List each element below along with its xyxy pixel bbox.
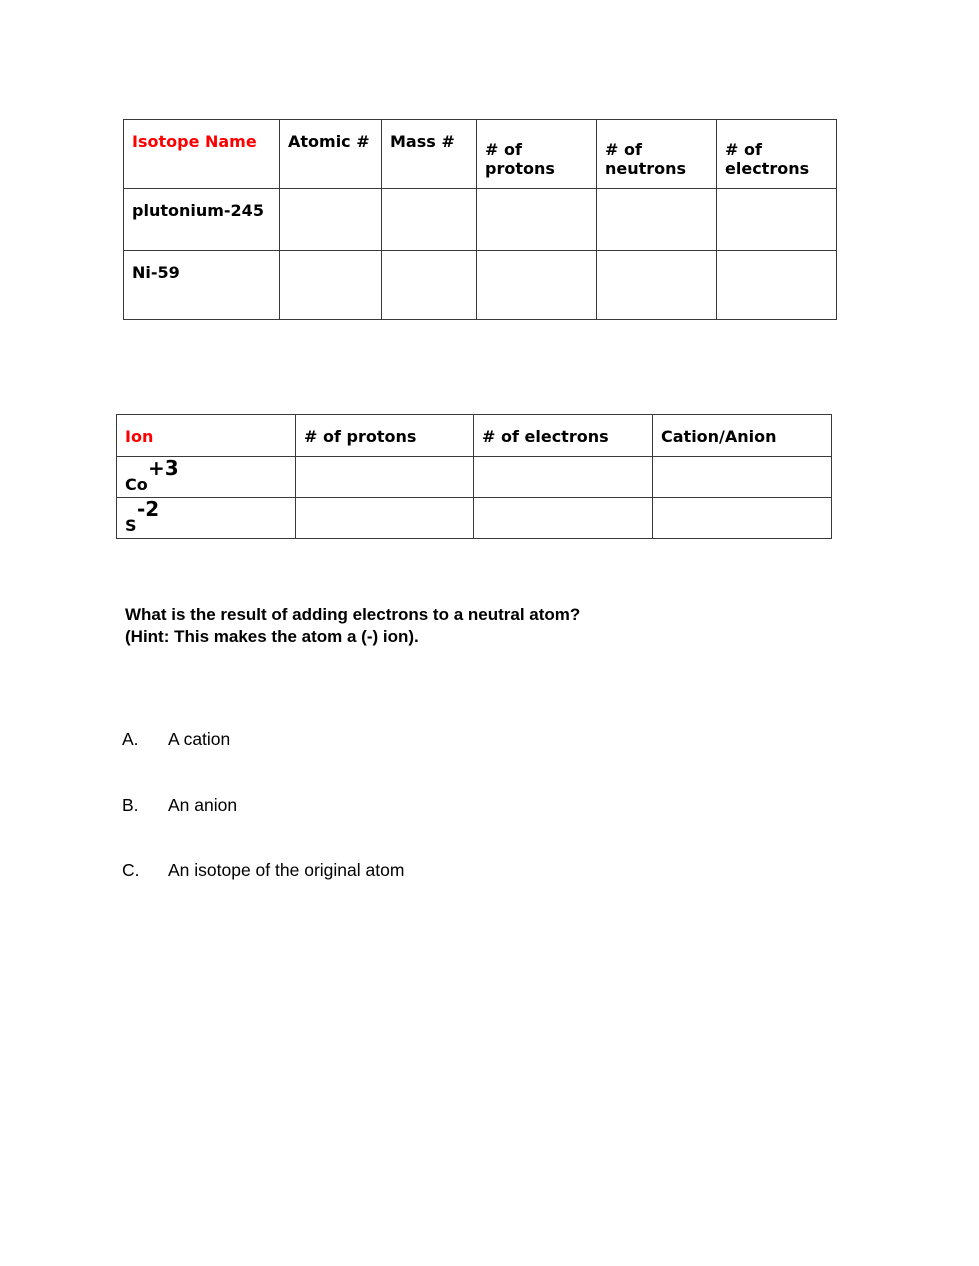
mass-number-cell[interactable]: [382, 189, 477, 251]
table-row: [124, 189, 837, 251]
header-neutrons: # of neutrons: [597, 120, 717, 189]
isotope-table-header-row: [124, 120, 837, 189]
electrons-cell[interactable]: [717, 251, 837, 320]
ion-symbol: Co: [125, 475, 148, 494]
ion-symbol: S: [125, 516, 137, 535]
isotope-name-cell: plutonium-245: [124, 189, 280, 251]
header-isotope-name: Isotope Name: [124, 120, 280, 189]
mass-number-cell[interactable]: [382, 251, 477, 320]
ion-type-cell[interactable]: [653, 457, 832, 498]
table-row: [117, 457, 832, 498]
choice-letter: C.: [122, 860, 140, 880]
neutrons-cell[interactable]: [597, 189, 717, 251]
table-row: [117, 498, 832, 539]
choice-b[interactable]: [122, 794, 237, 816]
ion-type-cell[interactable]: [653, 498, 832, 539]
choice-a[interactable]: [122, 728, 230, 750]
neutrons-cell[interactable]: [597, 251, 717, 320]
header-electrons: # of electrons: [717, 120, 837, 189]
ion-table-header-row: [117, 415, 832, 457]
header-atomic-number: Atomic #: [280, 120, 382, 189]
header-ion-electrons: # of electrons: [474, 415, 653, 457]
ion-electrons-cell[interactable]: [474, 457, 653, 498]
ion-symbol-cell: [117, 498, 296, 539]
ion-protons-cell[interactable]: [296, 457, 474, 498]
choice-text: A cation: [168, 729, 231, 749]
choice-text: An anion: [168, 795, 238, 815]
header-ion-protons: # of protons: [296, 415, 474, 457]
atomic-number-cell[interactable]: [280, 189, 382, 251]
question-line: What is the result of adding electrons to a neutral atom?: [125, 605, 581, 624]
isotope-table: [123, 119, 837, 320]
protons-cell[interactable]: [477, 251, 597, 320]
header-mass-number: Mass #: [382, 120, 477, 189]
ion-charge: -2: [137, 497, 160, 521]
choice-letter: B.: [122, 795, 139, 815]
question-text: [125, 604, 580, 648]
isotope-name-cell: Ni-59: [124, 251, 280, 320]
electrons-cell[interactable]: [717, 189, 837, 251]
question-hint: (Hint: This makes the atom a (-) ion).: [125, 627, 419, 646]
table-row: [124, 251, 837, 320]
ion-protons-cell[interactable]: [296, 498, 474, 539]
ion-charge: +3: [148, 456, 179, 480]
choice-letter: A.: [122, 729, 139, 749]
ion-symbol-cell: [117, 457, 296, 498]
protons-cell[interactable]: [477, 189, 597, 251]
ion-table: [116, 414, 832, 539]
choice-c[interactable]: [122, 859, 404, 881]
header-cation-anion: Cation/Anion: [653, 415, 832, 457]
header-ion: Ion: [117, 415, 296, 457]
atomic-number-cell[interactable]: [280, 251, 382, 320]
header-protons: # of protons: [477, 120, 597, 189]
ion-electrons-cell[interactable]: [474, 498, 653, 539]
choice-text: An isotope of the original atom: [168, 860, 405, 880]
